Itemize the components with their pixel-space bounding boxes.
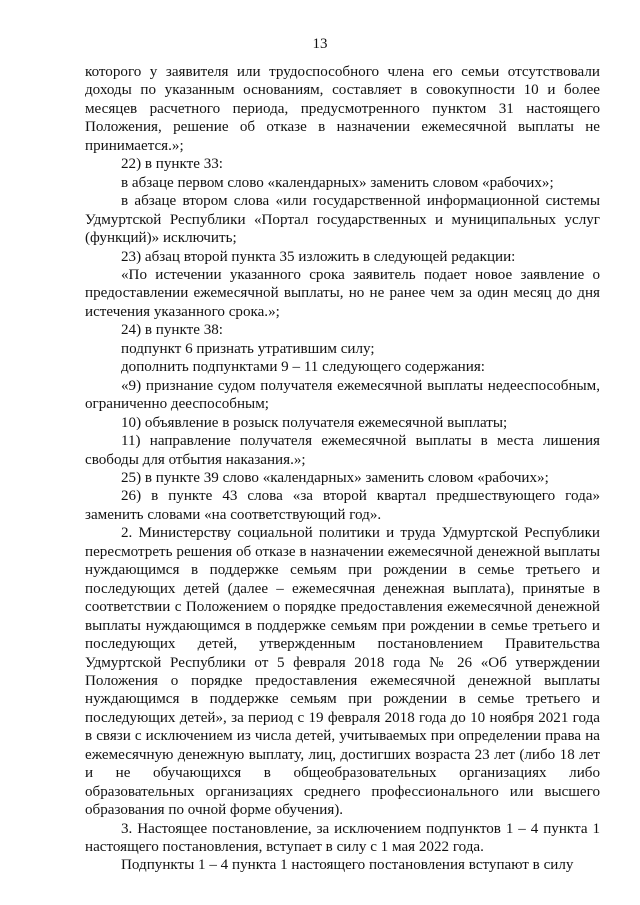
paragraph-item-26: 26) в пункте 43 слова «за второй квартал предшествующего года» заменить словами «на соответствующий год».	[85, 488, 600, 523]
paragraph-item-23: 23) абзац второй пункта 35 изложить в следующей редакции:	[121, 248, 516, 265]
paragraph-section-3-continued: Подпункты 1 – 4 пункта 1 настоящего постановления вступают в силу	[121, 857, 574, 874]
document-body	[85, 63, 600, 875]
paragraph-item-22-first: в абзаце первом слово «календарных» заменить словом «рабочих»;	[121, 174, 554, 191]
paragraph-sub-11: 11) направление получателя ежемесячной выплаты в места лишения свободы для отбытия наказания.»;	[85, 433, 600, 468]
paragraph-item-24-add: дополнить подпунктами 9 – 11 следующего содержания:	[121, 359, 485, 376]
page-number: 13	[312, 36, 328, 52]
paragraph-sub-9: «9) признание судом получателя ежемесячной выплаты недееспособным, ограниченно дееспособным;	[85, 377, 600, 413]
paragraph-sub-10: 10) объявление в розыск получателя ежемесячной выплаты;	[121, 414, 508, 431]
paragraph-section-3: 3. Настоящее постановление, за исключением подпунктов 1 – 4 пункта 1 настоящего постановления, вступает в силу с 1 мая 2022 года.	[85, 820, 600, 856]
paragraph-continuation: которого у заявителя или трудоспособного члена его семьи отсутствовали доходы по указанным основаниям, составляет в совокупности 10 и более месяцев расчетного периода, предусмотренного пунктом 31 настоящего Положения, решение об отказе в назначении ежемесячной выплаты не принимается.»;	[85, 64, 600, 154]
paragraph-item-22: 22) в пункте 33:	[121, 156, 223, 173]
paragraph-item-25: 25) в пункте 39 слово «календарных» заменить словом «рабочих»;	[121, 469, 549, 486]
paragraph-item-24-sub6: подпункт 6 признать утратившим силу;	[121, 340, 375, 357]
paragraph-item-23-text: «По истечении указанного срока заявитель подает новое заявление о предоставлении ежемесячной выплаты, но не ранее чем за один месяц до дня истечения указанного срока.»;	[85, 266, 600, 320]
paragraph-item-24: 24) в пункте 38:	[121, 322, 223, 339]
paragraph-section-2: 2. Министерству социальной политики и труда Удмуртской Республики пересмотреть решения об отказе в назначении ежемесячной денежной выплаты нуждающимся в поддержке семьям при рождении в семье третьего и последующих детей (далее – ежемесячная денежная выплата), принятые в соответствии с Положением о порядке предоставления ежемесячной денежной выплаты нуждающимся в поддержке семьям при рождении в семье третьего и последующих детей, утвержденным постановлением Правительства Удмуртской Республики от 5 февраля 2018 года № 26 «Об утверждении Положения о порядке предоставления ежемесячной денежной выплаты нуждающимся в поддержке семьям при рождении в семье третьего и последующих детей», за период с 19 февраля 2018 года до 10 ноября 2021 года в связи с исключением из числа детей, учитываемых при определении права на ежемесячную денежную выплату, лиц, достигших возраста 23 лет (либо 18 лет и не обучающихся в общеобразовательных организациях либо образовательных организациях среднего профессионального или высшего образования по очной форме обучения).	[85, 525, 600, 819]
paragraph-item-22-second: в абзаце втором слова «или государственной информационной системы Удмуртской Республики «Портал государственных и муниципальных услуг (функций)» исключить;	[85, 193, 600, 247]
